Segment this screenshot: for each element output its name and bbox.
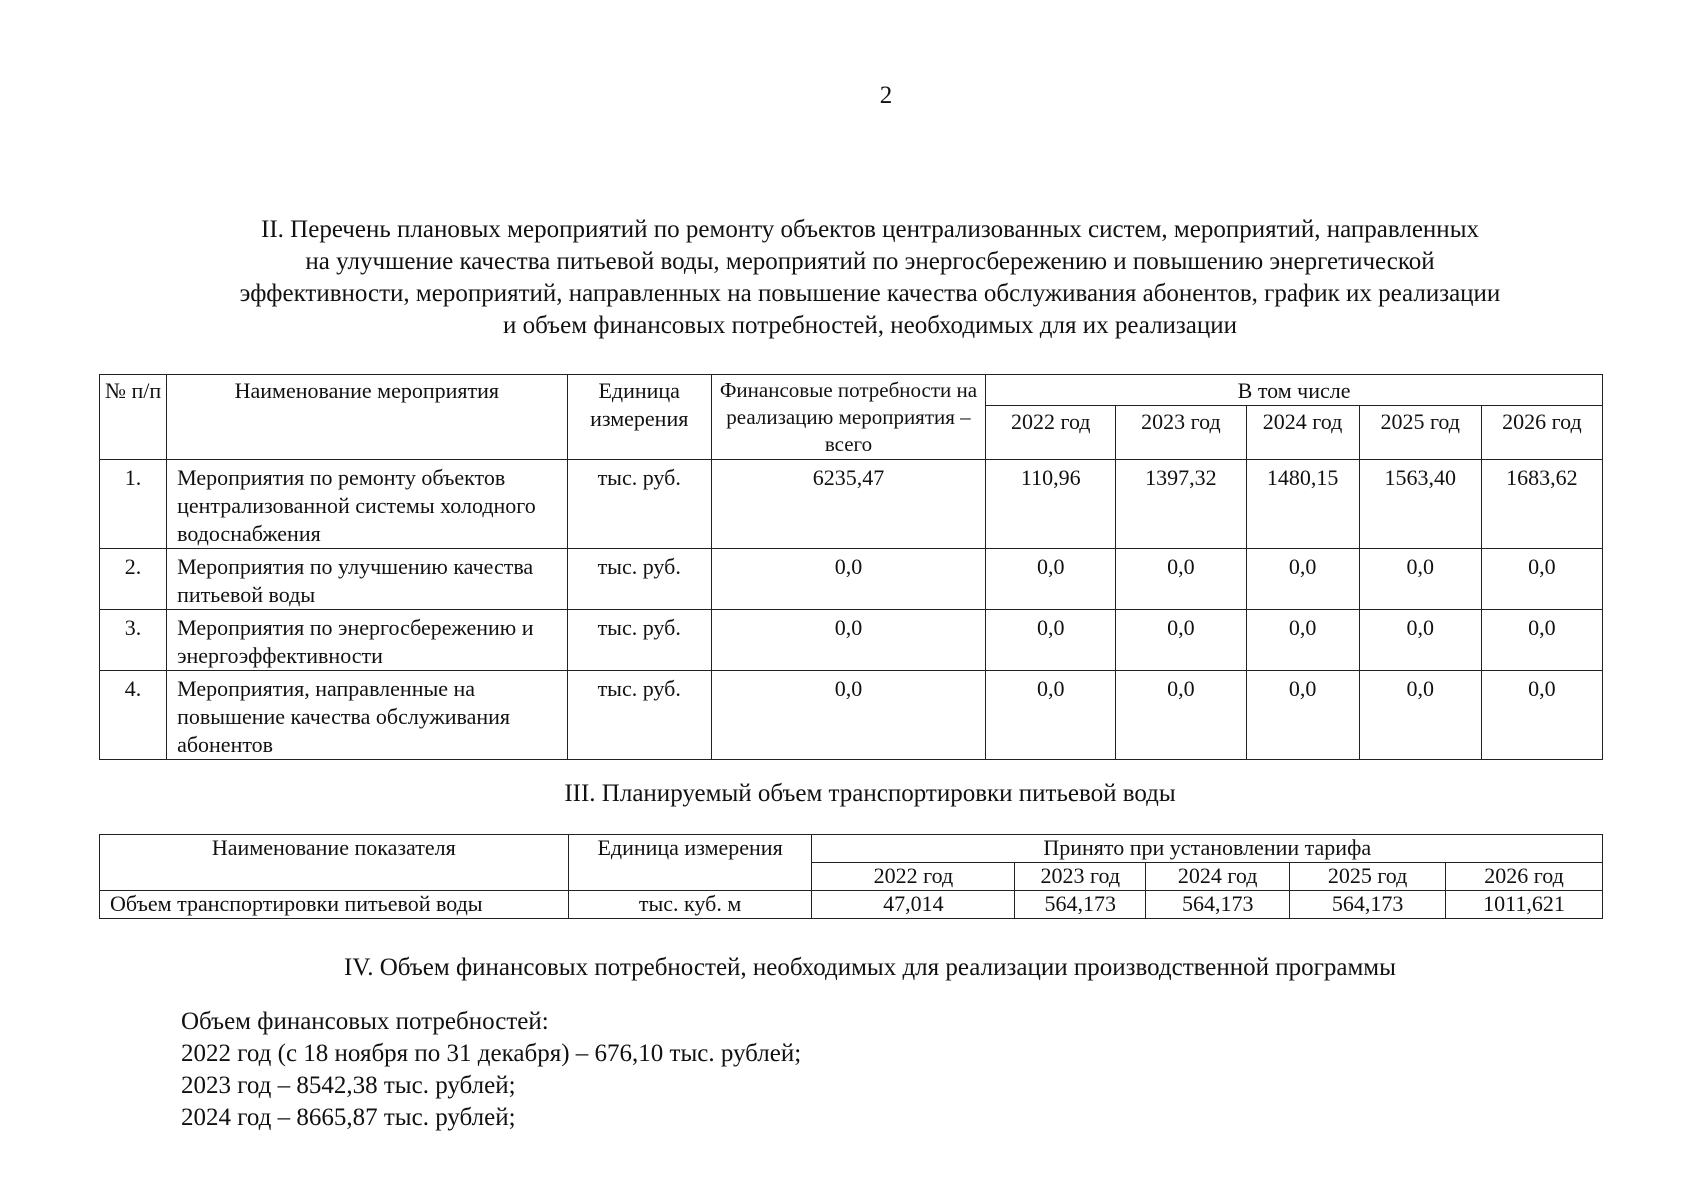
- section-2-title-line: II. Перечень плановых мероприятий по ремонту объектов централизованных систем, мероприятий, направленных: [261, 216, 1479, 243]
- header-num: № п/п: [100, 375, 167, 460]
- row-year-value: 0,0: [1481, 549, 1602, 610]
- row-unit: тыс. руб.: [567, 610, 711, 671]
- row-year-value: 0,0: [986, 671, 1116, 760]
- row-name: Мероприятия по энергосбережению и энергоэффективности: [167, 610, 568, 671]
- financial-needs-text: [181, 1006, 801, 1134]
- table-row: [100, 671, 1603, 760]
- row-total: 0,0: [711, 671, 985, 760]
- row-year-value: 0,0: [1359, 671, 1481, 760]
- row-num: 4.: [100, 671, 167, 760]
- row-year-value: 0,0: [986, 549, 1116, 610]
- row-year-value: 0,0: [1481, 610, 1602, 671]
- header-indicator-name: Наименование показателя: [100, 835, 569, 891]
- row-num: 1.: [100, 460, 167, 549]
- transport-volume-table: [99, 834, 1603, 919]
- row-year-value: 0,0: [1481, 671, 1602, 760]
- header-year: 2025 год: [1359, 406, 1481, 460]
- row-name: Мероприятия по ремонту объектов централизованной системы холодного водоснабжения: [167, 460, 568, 549]
- row-total: 0,0: [711, 549, 985, 610]
- row-year-value: 0,0: [1246, 610, 1359, 671]
- activities-table: [99, 374, 1603, 760]
- row-total: 0,0: [711, 610, 985, 671]
- section-3-title: III. Планируемый объем транспортировки питьевой воды: [564, 780, 1176, 807]
- row-year-value: 0,0: [986, 610, 1116, 671]
- text-line: Объем финансовых потребностей:: [181, 1008, 549, 1035]
- section-2-title-line: эффективности, мероприятий, направленных на повышение качества обслуживания абонентов, график их реализации: [239, 280, 1501, 307]
- header-year: 2024 год: [1246, 406, 1359, 460]
- row-year-value: 0,0: [1116, 610, 1246, 671]
- text-line: 2023 год – 8542,38 тыс. рублей;: [181, 1072, 516, 1099]
- header-year: 2022 год: [812, 863, 1015, 891]
- row-year-value: 564,173: [1146, 891, 1290, 919]
- text-line: 2022 год (с 18 ноября по 31 декабря) – 676,10 тыс. рублей;: [181, 1040, 802, 1067]
- page-number: 2: [879, 82, 893, 109]
- table-row: [100, 891, 1603, 919]
- header-unit: Единица измерения: [567, 375, 711, 460]
- text-line: 2024 год – 8665,87 тыс. рублей;: [181, 1104, 516, 1131]
- row-year-value: 1011,621: [1446, 891, 1603, 919]
- row-year-value: 110,96: [986, 460, 1116, 549]
- header-year: 2024 год: [1146, 863, 1290, 891]
- header-year: 2022 год: [986, 406, 1116, 460]
- row-year-value: 0,0: [1246, 671, 1359, 760]
- row-name: Мероприятия, направленные на повышение качества обслуживания абонентов: [167, 671, 568, 760]
- row-year-value: 0,0: [1359, 549, 1481, 610]
- header-total: Финансовые потребности на реализацию мероприятия – всего: [711, 375, 985, 460]
- row-year-value: 564,173: [1015, 891, 1146, 919]
- row-num: 2.: [100, 549, 167, 610]
- row-total: 6235,47: [711, 460, 985, 549]
- row-year-value: 47,014: [812, 891, 1015, 919]
- header-year: 2025 год: [1290, 863, 1446, 891]
- row-year-value: 1397,32: [1116, 460, 1246, 549]
- row-num: 3.: [100, 610, 167, 671]
- header-including: В том числе: [986, 375, 1603, 406]
- row-year-value: 1683,62: [1481, 460, 1602, 549]
- header-year: 2023 год: [1015, 863, 1146, 891]
- row-year-value: 0,0: [1116, 671, 1246, 760]
- row-name: Объем транспортировки питьевой воды: [100, 891, 569, 919]
- header-unit: Единица измерения: [568, 835, 812, 891]
- row-unit: тыс. руб.: [567, 671, 711, 760]
- header-name: Наименование мероприятия: [167, 375, 568, 460]
- row-year-value: 0,0: [1359, 610, 1481, 671]
- header-accepted: Принято при установлении тарифа: [812, 835, 1603, 863]
- row-year-value: 0,0: [1116, 549, 1246, 610]
- section-2-title-line: и объем финансовых потребностей, необходимых для их реализации: [502, 312, 1238, 339]
- header-year: 2023 год: [1116, 406, 1246, 460]
- header-year: 2026 год: [1446, 863, 1603, 891]
- row-year-value: 1563,40: [1359, 460, 1481, 549]
- row-year-value: 0,0: [1246, 549, 1359, 610]
- table-row: [100, 610, 1603, 671]
- row-unit: тыс. куб. м: [568, 891, 812, 919]
- row-year-value: 1480,15: [1246, 460, 1359, 549]
- header-year: 2026 год: [1481, 406, 1602, 460]
- row-year-value: 564,173: [1290, 891, 1446, 919]
- row-unit: тыс. руб.: [567, 460, 711, 549]
- row-unit: тыс. руб.: [567, 549, 711, 610]
- row-name: Мероприятия по улучшению качества питьевой воды: [167, 549, 568, 610]
- section-2-title-line: на улучшение качества питьевой воды, мероприятий по энергосбережению и повышению энергетической: [305, 248, 1435, 275]
- table-row: [100, 460, 1603, 549]
- table-row: [100, 549, 1603, 610]
- section-2-title: [100, 214, 1640, 342]
- section-4-title: IV. Объем финансовых потребностей, необходимых для реализации производственной программы: [344, 954, 1396, 981]
